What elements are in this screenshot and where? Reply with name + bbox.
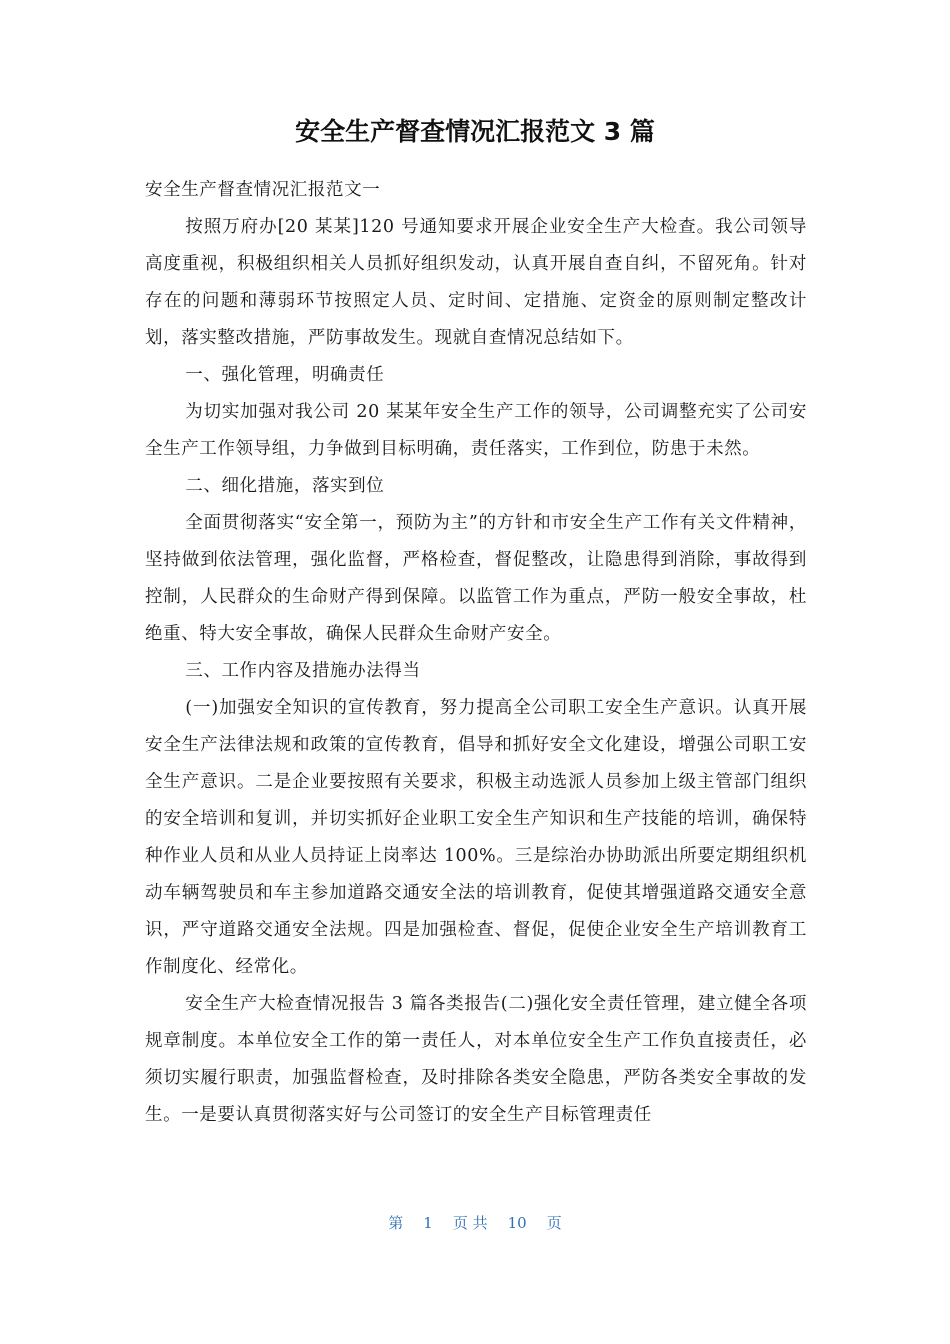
footer-page-label: 第 [388,1214,404,1232]
paragraph: 按照万府办[20 某某]120 号通知要求开展企业安全生产大检查。我公司领导高度重视，积极组织相关人员抓好组织发动，认真开展自查自纠，不留死角。针对存在的问题和薄弱环节按照定人员、定时间、定措施、定资金的原则制定整改计划，落实整改措施，严防事故发生。现就自查情况总结如下。 [145,217,807,348]
page-title: 安全生产督查情况汇报范文 3 篇 [295,117,655,146]
footer-total-pages: 10 [507,1214,527,1232]
section-heading: 三、工作内容及措施办法得当 [185,661,421,681]
paragraph: 为切实加强对我公司 20 某某年安全生产工作的领导，公司调整充实了公司安全生产工作领导组，力争做到目标明确，责任落实，工作到位，防患于未然。 [145,402,807,459]
footer-of-label: 页 共 [452,1214,488,1232]
section-heading: 一、强化管理，明确责任 [185,365,385,385]
paragraph: 全面贯彻落实“安全第一，预防为主”的方针和市安全生产工作有关文件精神，坚持做到依法管理，强化监督，严格检查，督促整改，让隐患得到消除，事故得到控制，人民群众的生命财产得到保障。以监管工作为重点，严防一般安全事故，杜绝重、特大安全事故，确保人民群众生命财产安全。 [145,513,807,644]
page-footer [0,1210,950,1236]
footer-current-page: 1 [423,1214,433,1232]
section-subtitle: 安全生产督查情况汇报范文一 [145,180,381,200]
paragraph: (一)加强安全知识的宣传教育，努力提高全公司职工安全生产意识。认真开展安全生产法律法规和政策的宣传教育，倡导和抓好安全文化建设，增强公司职工安全生产意识。二是企业要按照有关要求，积极主动选派人员参加上级主管部门组织的安全培训和复训，并切实抓好企业职工安全生产知识和生产技能的培训，确保特种作业人员和从业人员持证上岗率达 100%。三是综治办协助派出所要定期组织机动车辆驾驶员和车主参加道路交通安全法的培训教育，促使其增强道路交通安全意识，严守道路交通安全法规。四是加强检查、督促，促使企业安全生产培训教育工作制度化、经常化。 [145,698,807,977]
section-heading: 二、细化措施，落实到位 [185,476,385,496]
paragraph: 安全生产大检查情况报告 3 篇各类报告(二)强化安全责任管理，建立健全各项规章制度。本单位安全工作的第一责任人，对本单位安全生产工作负直接责任，必须切实履行职责，加强监督检查，及时排除各类安全隐患，严防各类安全事故的发生。一是要认真贯彻落实好与公司签订的安全生产目标管理责任 [145,994,807,1125]
footer-end-label: 页 [546,1214,562,1232]
document-body [145,172,807,1134]
